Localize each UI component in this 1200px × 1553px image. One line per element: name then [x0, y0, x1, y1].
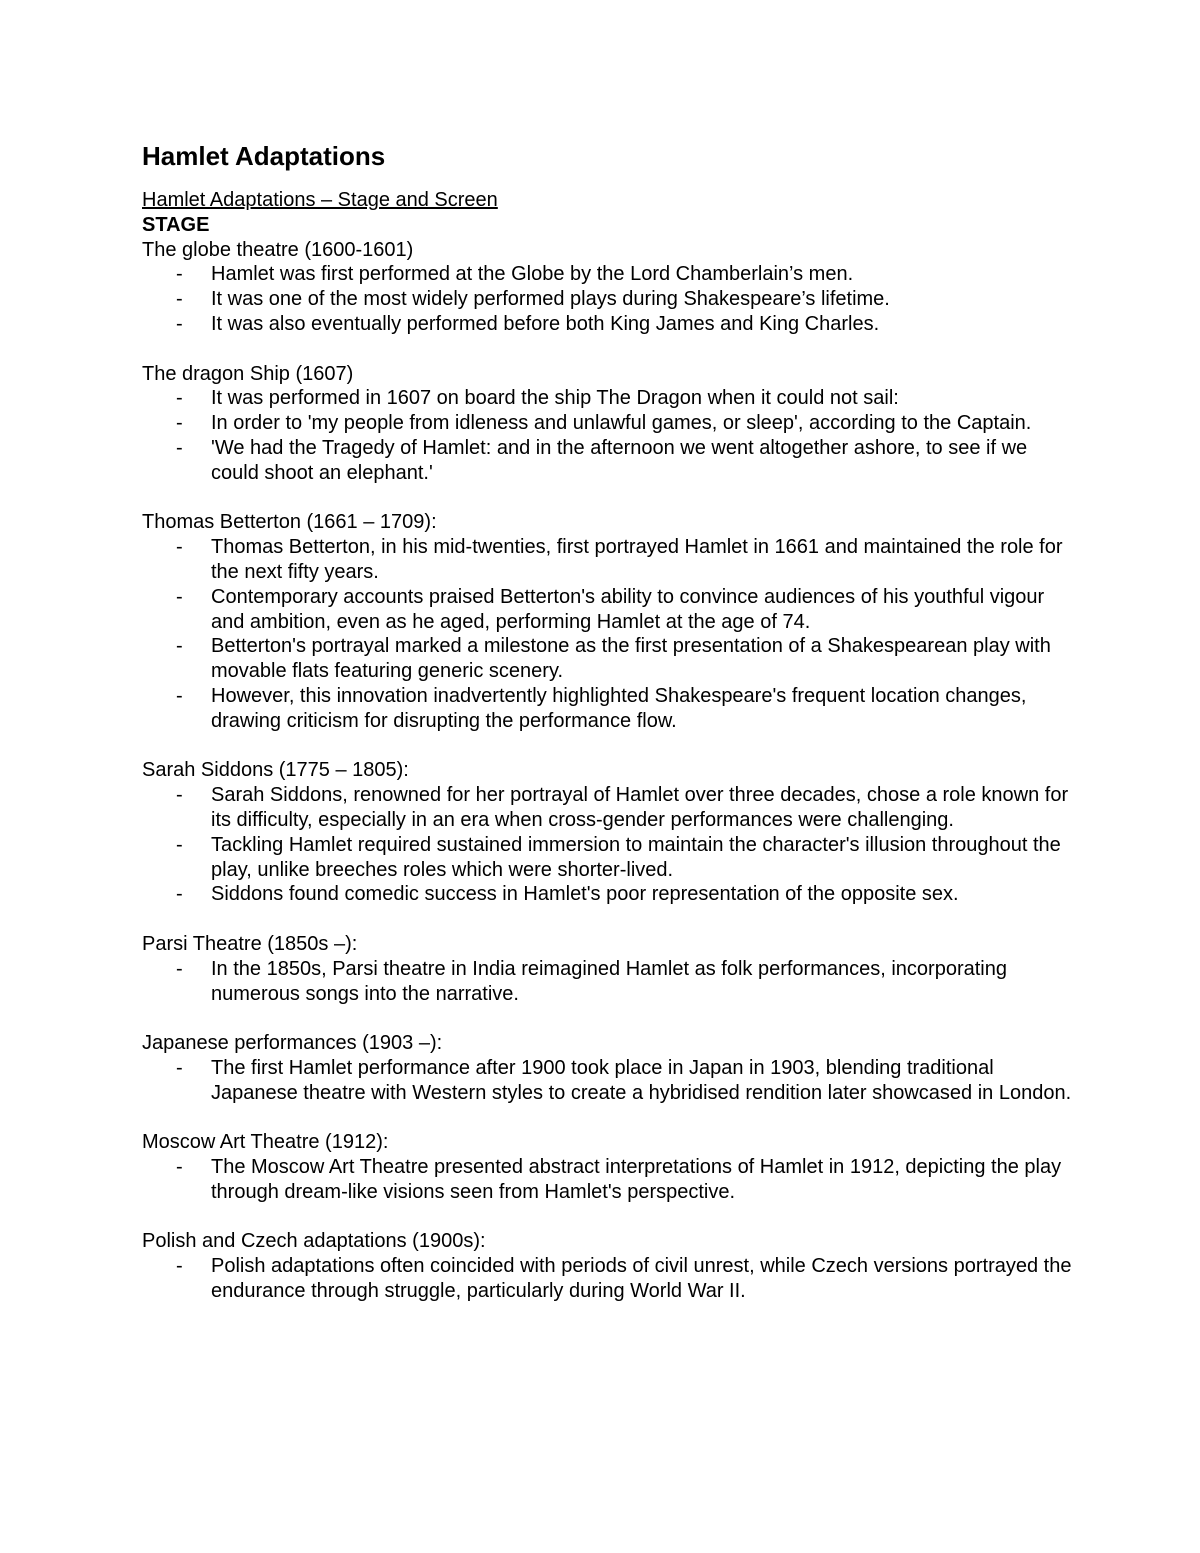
bullet-item: - Sarah Siddons, renowned for her portrayal of Hamlet over three decades, chose a role known for its difficulty, especially in an era when cross-gender performances were challenging. [142, 783, 1072, 833]
group-sarah-siddons [142, 758, 1072, 907]
bullet-list [142, 957, 1072, 1007]
group-moscow-art-theatre [142, 1130, 1072, 1204]
bullet-item: - Betterton's portrayal marked a milestone as the first presentation of a Shakespearean play with movable flats featuring generic scenery. [142, 634, 1072, 684]
document-subtitle: Hamlet Adaptations – Stage and Screen [142, 189, 498, 211]
bullet-list [142, 262, 1072, 336]
section-label-stage: STAGE [142, 213, 210, 236]
bullet-item: - It was also eventually performed before both King James and King Charles. [142, 312, 1072, 337]
group-parsi-theatre [142, 932, 1072, 1006]
bullet-item: - The first Hamlet performance after 1900 took place in Japan in 1903, blending traditional Japanese theatre with Western styles to create a hybridised rendition later showcased in London. [142, 1056, 1072, 1106]
bullet-list [142, 535, 1072, 733]
bullet-item: - The Moscow Art Theatre presented abstract interpretations of Hamlet in 1912, depicting the play through dream-like visions seen from Hamlet's perspective. [142, 1155, 1072, 1205]
document-page [142, 138, 1072, 1304]
bullet-item: - Siddons found comedic success in Hamlet's poor representation of the opposite sex. [142, 882, 1072, 907]
bullet-item: - Tackling Hamlet required sustained immersion to maintain the character's illusion throughout the play, unlike breeches roles which were shorter-lived. [142, 833, 1072, 883]
bullet-list [142, 1155, 1072, 1205]
group-dragon-ship [142, 362, 1072, 486]
bullet-item: - Thomas Betterton, in his mid-twenties, first portrayed Hamlet in 1661 and maintained the role for the next fifty years. [142, 535, 1072, 585]
group-heading: Japanese performances (1903 –): [142, 1032, 443, 1055]
document-title: Hamlet Adaptations [142, 141, 386, 171]
group-heading: The dragon Ship (1607) [142, 362, 354, 385]
group-heading: Sarah Siddons (1775 – 1805): [142, 759, 409, 782]
bullet-item: - Polish adaptations often coincided with periods of civil unrest, while Czech versions portrayed the endurance through struggle, particularly during World War II. [142, 1254, 1072, 1304]
bullet-item: - It was one of the most widely performed plays during Shakespeare’s lifetime. [142, 287, 1072, 312]
group-thomas-betterton [142, 510, 1072, 733]
group-japanese-performances [142, 1031, 1072, 1105]
bullet-item: - However, this innovation inadvertently highlighted Shakespeare's frequent location changes, drawing criticism for disrupting the performance flow. [142, 684, 1072, 734]
bullet-list [142, 386, 1072, 485]
bullet-item: - In order to 'my people from idleness and unlawful games, or sleep', according to the Captain. [142, 411, 1072, 436]
group-heading: Moscow Art Theatre (1912): [142, 1131, 389, 1154]
bullet-list [142, 1254, 1072, 1304]
bullet-item: - In the 1850s, Parsi theatre in India reimagined Hamlet as folk performances, incorporating numerous songs into the narrative. [142, 957, 1072, 1007]
bullet-item: - Contemporary accounts praised Betterton's ability to convince audiences of his youthful vigour and ambition, even as he aged, performing Hamlet at the age of 74. [142, 585, 1072, 635]
bullet-item: - Hamlet was first performed at the Globe by the Lord Chamberlain’s men. [142, 262, 1072, 287]
group-heading: Parsi Theatre (1850s –): [142, 932, 358, 955]
bullet-item: - 'We had the Tragedy of Hamlet: and in the afternoon we went altogether ashore, to see if we could shoot an elephant.' [142, 436, 1072, 486]
bullet-list [142, 783, 1072, 907]
group-heading: Thomas Betterton (1661 – 1709): [142, 511, 437, 534]
bullet-item: - It was performed in 1607 on board the ship The Dragon when it could not sail: [142, 386, 1072, 411]
group-heading: Polish and Czech adaptations (1900s): [142, 1230, 486, 1253]
group-globe-theatre [142, 238, 1072, 337]
group-polish-czech-adaptations [142, 1229, 1072, 1303]
group-heading: The globe theatre (1600-1601) [142, 238, 414, 261]
bullet-list [142, 1056, 1072, 1106]
